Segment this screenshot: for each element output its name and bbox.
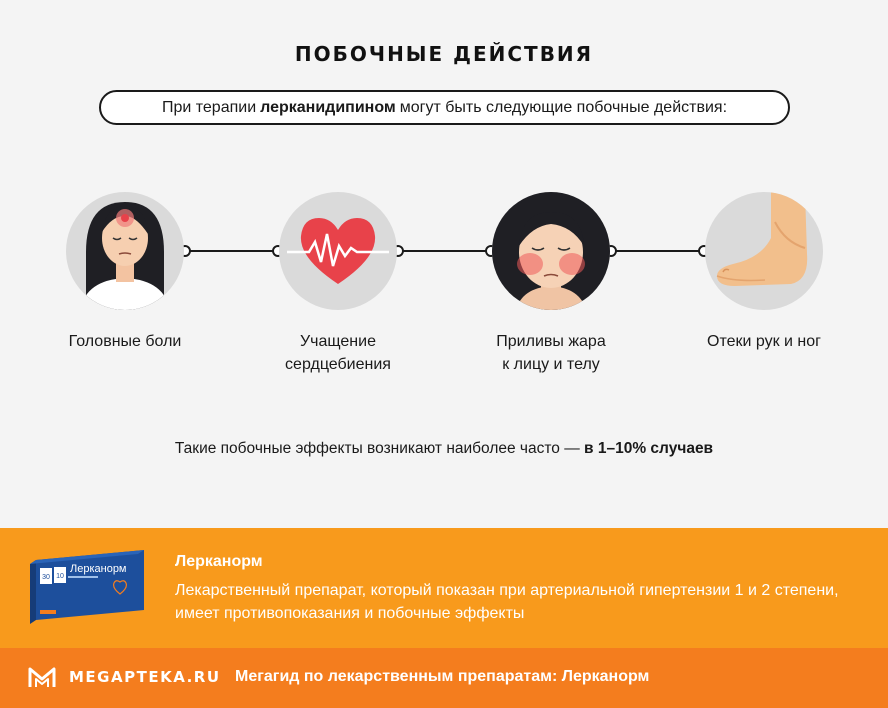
drug-name: Лерканорм bbox=[175, 553, 263, 570]
frequency-text: Такие побочные эффекты возникают наиболее часто — bbox=[174, 440, 580, 457]
package-count-1: 30 bbox=[42, 574, 50, 581]
connector-line-2 bbox=[398, 250, 491, 252]
swollen-foot-icon bbox=[705, 192, 823, 310]
intro-banner bbox=[99, 90, 790, 125]
intro-text-after: могут быть следующие побочные действия: bbox=[399, 98, 728, 116]
page-title: ПОБОЧНЫЕ ДЕЙСТВИЯ bbox=[294, 42, 594, 66]
drug-package-image bbox=[28, 550, 148, 624]
effect-label-line: Головные боли bbox=[68, 333, 182, 350]
flushed-face-icon bbox=[492, 192, 610, 310]
headache-woman-icon bbox=[66, 192, 184, 310]
package-count-2: 10 bbox=[56, 573, 64, 580]
effect-label-line: Учащение bbox=[300, 333, 376, 350]
connector-line-3 bbox=[611, 250, 704, 252]
frequency-highlight: в 1–10% случаев bbox=[584, 440, 714, 457]
effect-label-line: Отеки рук и ног bbox=[707, 333, 821, 350]
effect-label-headache bbox=[25, 330, 225, 353]
effect-label-line: Приливы жара bbox=[496, 333, 606, 350]
effect-label-flushing bbox=[451, 330, 651, 376]
intro-drug-name: лерканидипином bbox=[260, 98, 396, 116]
footer-caption: Мегагид по лекарственным препаратам: Лерканорм bbox=[235, 668, 650, 685]
drug-description: Лекарственный препарат, который показан при артериальной гипертензии 1 и 2 степени, имеет противопоказания и побочные эффекты bbox=[175, 582, 839, 622]
intro-text-before: При терапии bbox=[161, 98, 257, 116]
effect-label-heartbeat bbox=[238, 330, 438, 376]
effect-label-line: сердцебиения bbox=[285, 356, 391, 373]
effect-label-edema bbox=[664, 330, 864, 353]
heartbeat-icon bbox=[279, 192, 397, 310]
effect-label-line: к лицу и телу bbox=[502, 356, 600, 373]
site-logo-text[interactable]: MEGAPTEKA.RU bbox=[69, 668, 221, 686]
frequency-note bbox=[0, 440, 888, 458]
package-brand: Лерканорм bbox=[70, 563, 127, 575]
megapteka-logo-icon[interactable] bbox=[28, 665, 56, 689]
connector-line-1 bbox=[185, 250, 278, 252]
